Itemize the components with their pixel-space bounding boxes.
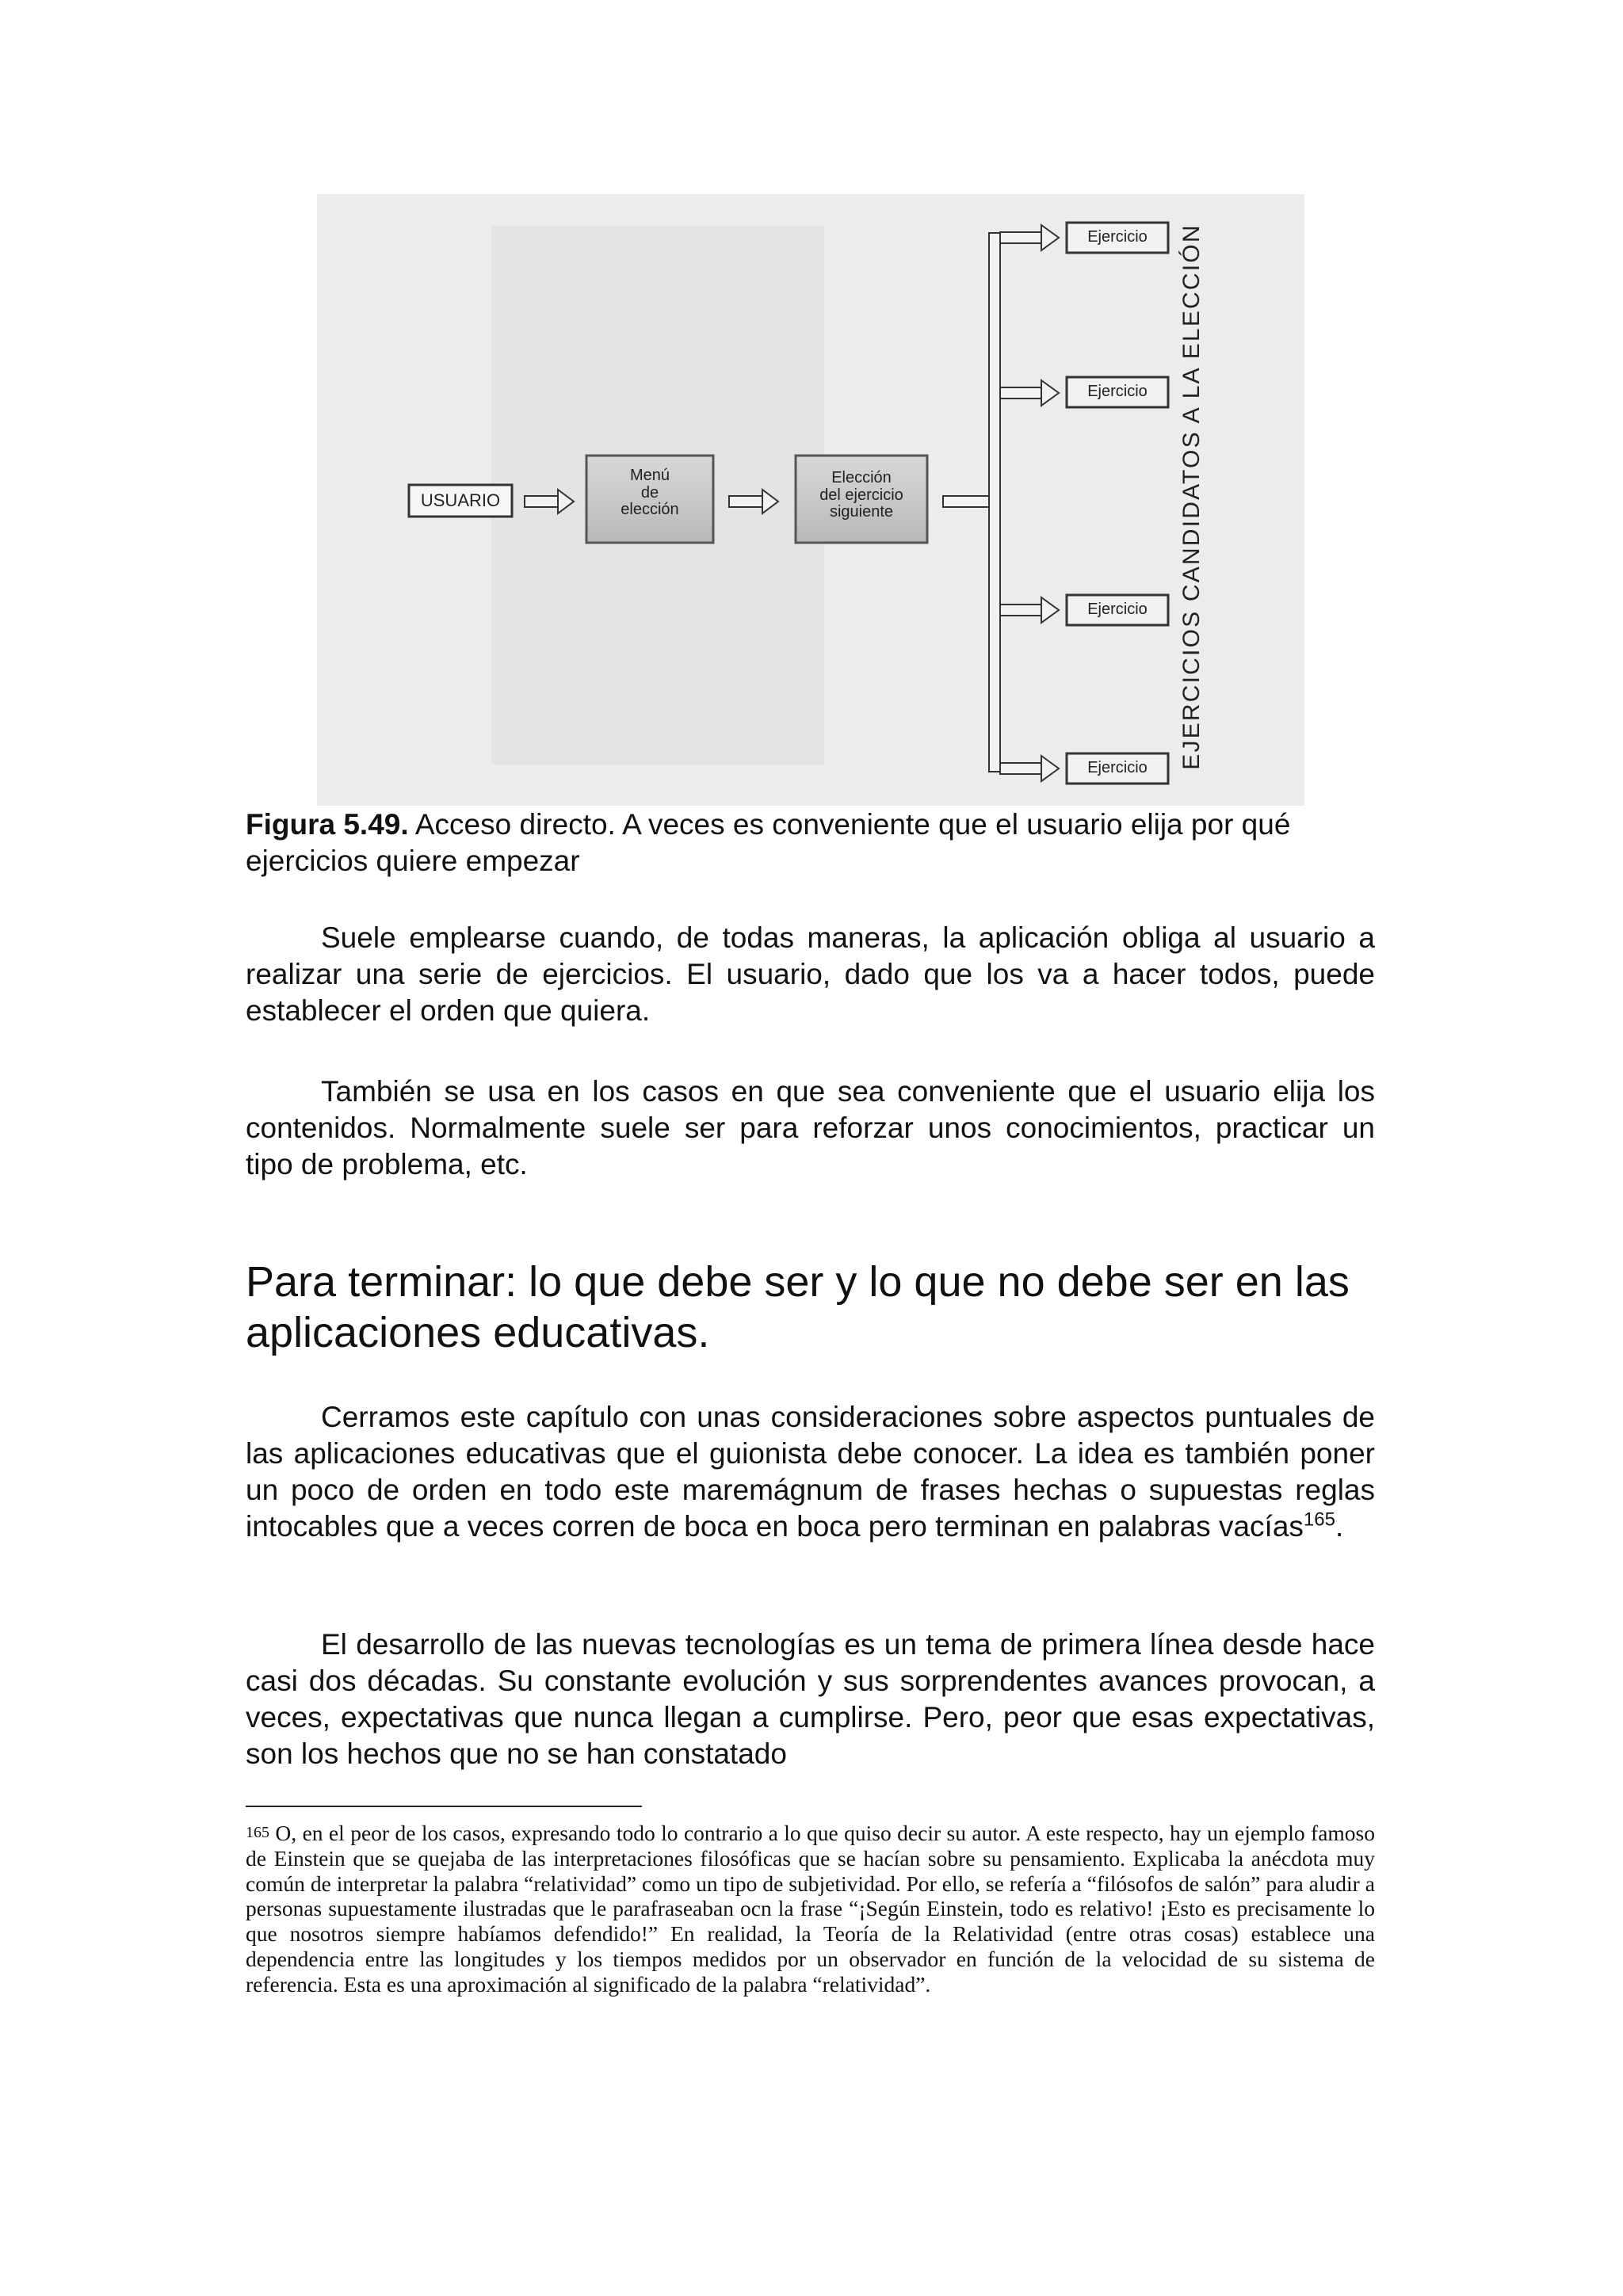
exercise-label-2: Ejercicio	[1087, 383, 1148, 400]
paragraph-2: También se usa en los casos en que sea conveniente que el usuario elija los contenidos. Normalmente suele ser para reforzar unos conocimientos, practicar un tipo de problema, etc.	[246, 1075, 1375, 1180]
menu-label-line-2: de	[640, 483, 659, 502]
paragraph-3-end: .	[1335, 1510, 1344, 1543]
usuario-label: USUARIO	[420, 490, 501, 510]
figure-caption-text: Acceso directo. A veces es conveniente que el usuario elija por qué ejercicios quiere empezar	[246, 808, 1291, 877]
choice-label-line-1: Elección	[831, 469, 892, 486]
footnote-reference-165: 165	[1303, 1508, 1335, 1531]
figure-caption	[246, 807, 1375, 879]
footnote-text: O, en el peor de los casos, expresando todo lo contrario a lo que quiso decir su autor. A este respecto, hay un ejemplo famoso de Einstein que se quejaba de las interpretaciones filosóficas que se hacían sobre su pensamiento. Explicaba la anécdota muy común de interpretar la palabra “relatividad” como un tipo de subjetividad. Por ello, se refería a “filósofos de salón” para aludir a personas supuestamente ilustradas que le parafraseaban ocn la frase “¡Según Einstein, todo es relativo! ¡Esto es precisamente lo que nosotros siempre habíamos defendido!” En realidad, la Teoría de la Relatividad (entre otras cosas) establece una dependencia entre las longitudes y los tiempos medidos por un observador en función de la velocidad de su sistema de referencia. Esta es una aproximación al significado de la palabra “relatividad”.	[246, 1821, 1375, 1997]
menu-label	[586, 467, 713, 519]
footnote-165	[246, 1821, 1375, 1997]
figure-diagram	[317, 194, 1304, 806]
paragraph-3-text: Cerramos este capítulo con unas consideraciones sobre aspectos puntuales de las aplicaciones educativas que el guionista debe conocer. La idea es también poner un poco de orden en todo este maremágnum de frases hechas o supuestas reglas intocables que a veces corren de boca en boca pero terminan en palabras vacías	[246, 1401, 1375, 1543]
footnote-mark: 165	[246, 1824, 269, 1841]
menu-label-line-1: Menú	[629, 467, 670, 484]
section-heading: Para terminar: lo que debe ser y lo que no debe ser en las aplicaciones educativas.	[246, 1258, 1350, 1356]
choice-label-line-2: del ejercicio	[819, 486, 903, 504]
exercise-label-3: Ejercicio	[1087, 601, 1148, 618]
paragraph-1: Suele emplearse cuando, de todas maneras, la aplicación obliga al usuario a realizar una serie de ejercicios. El usuario, dado que los va a hacer todos, puede establecer el orden que quiera.	[246, 921, 1375, 1027]
exercise-label-1: Ejercicio	[1087, 228, 1148, 246]
choice-label	[796, 470, 927, 521]
vertical-caption: EJERCICIOS CANDIDATOS A LA ELECCIÓN	[1178, 223, 1205, 770]
figure-caption-label: Figura 5.49.	[246, 808, 409, 841]
paragraph-4: El desarrollo de las nuevas tecnologías es un tema de primera línea desde hace casi dos décadas. Su constante evolución y sus sorprendentes avances provocan, a veces, expectativas que nunca llegan a cumplirse. Pero, peor que esas expectativas, son los hechos que no se han constatado	[246, 1628, 1375, 1770]
exercise-label-4: Ejercicio	[1087, 759, 1148, 776]
paragraph-3	[246, 1399, 1375, 1545]
footnote-separator	[246, 1806, 642, 1807]
menu-label-line-3: elección	[621, 501, 679, 519]
choice-label-line-3: siguiente	[829, 503, 894, 521]
